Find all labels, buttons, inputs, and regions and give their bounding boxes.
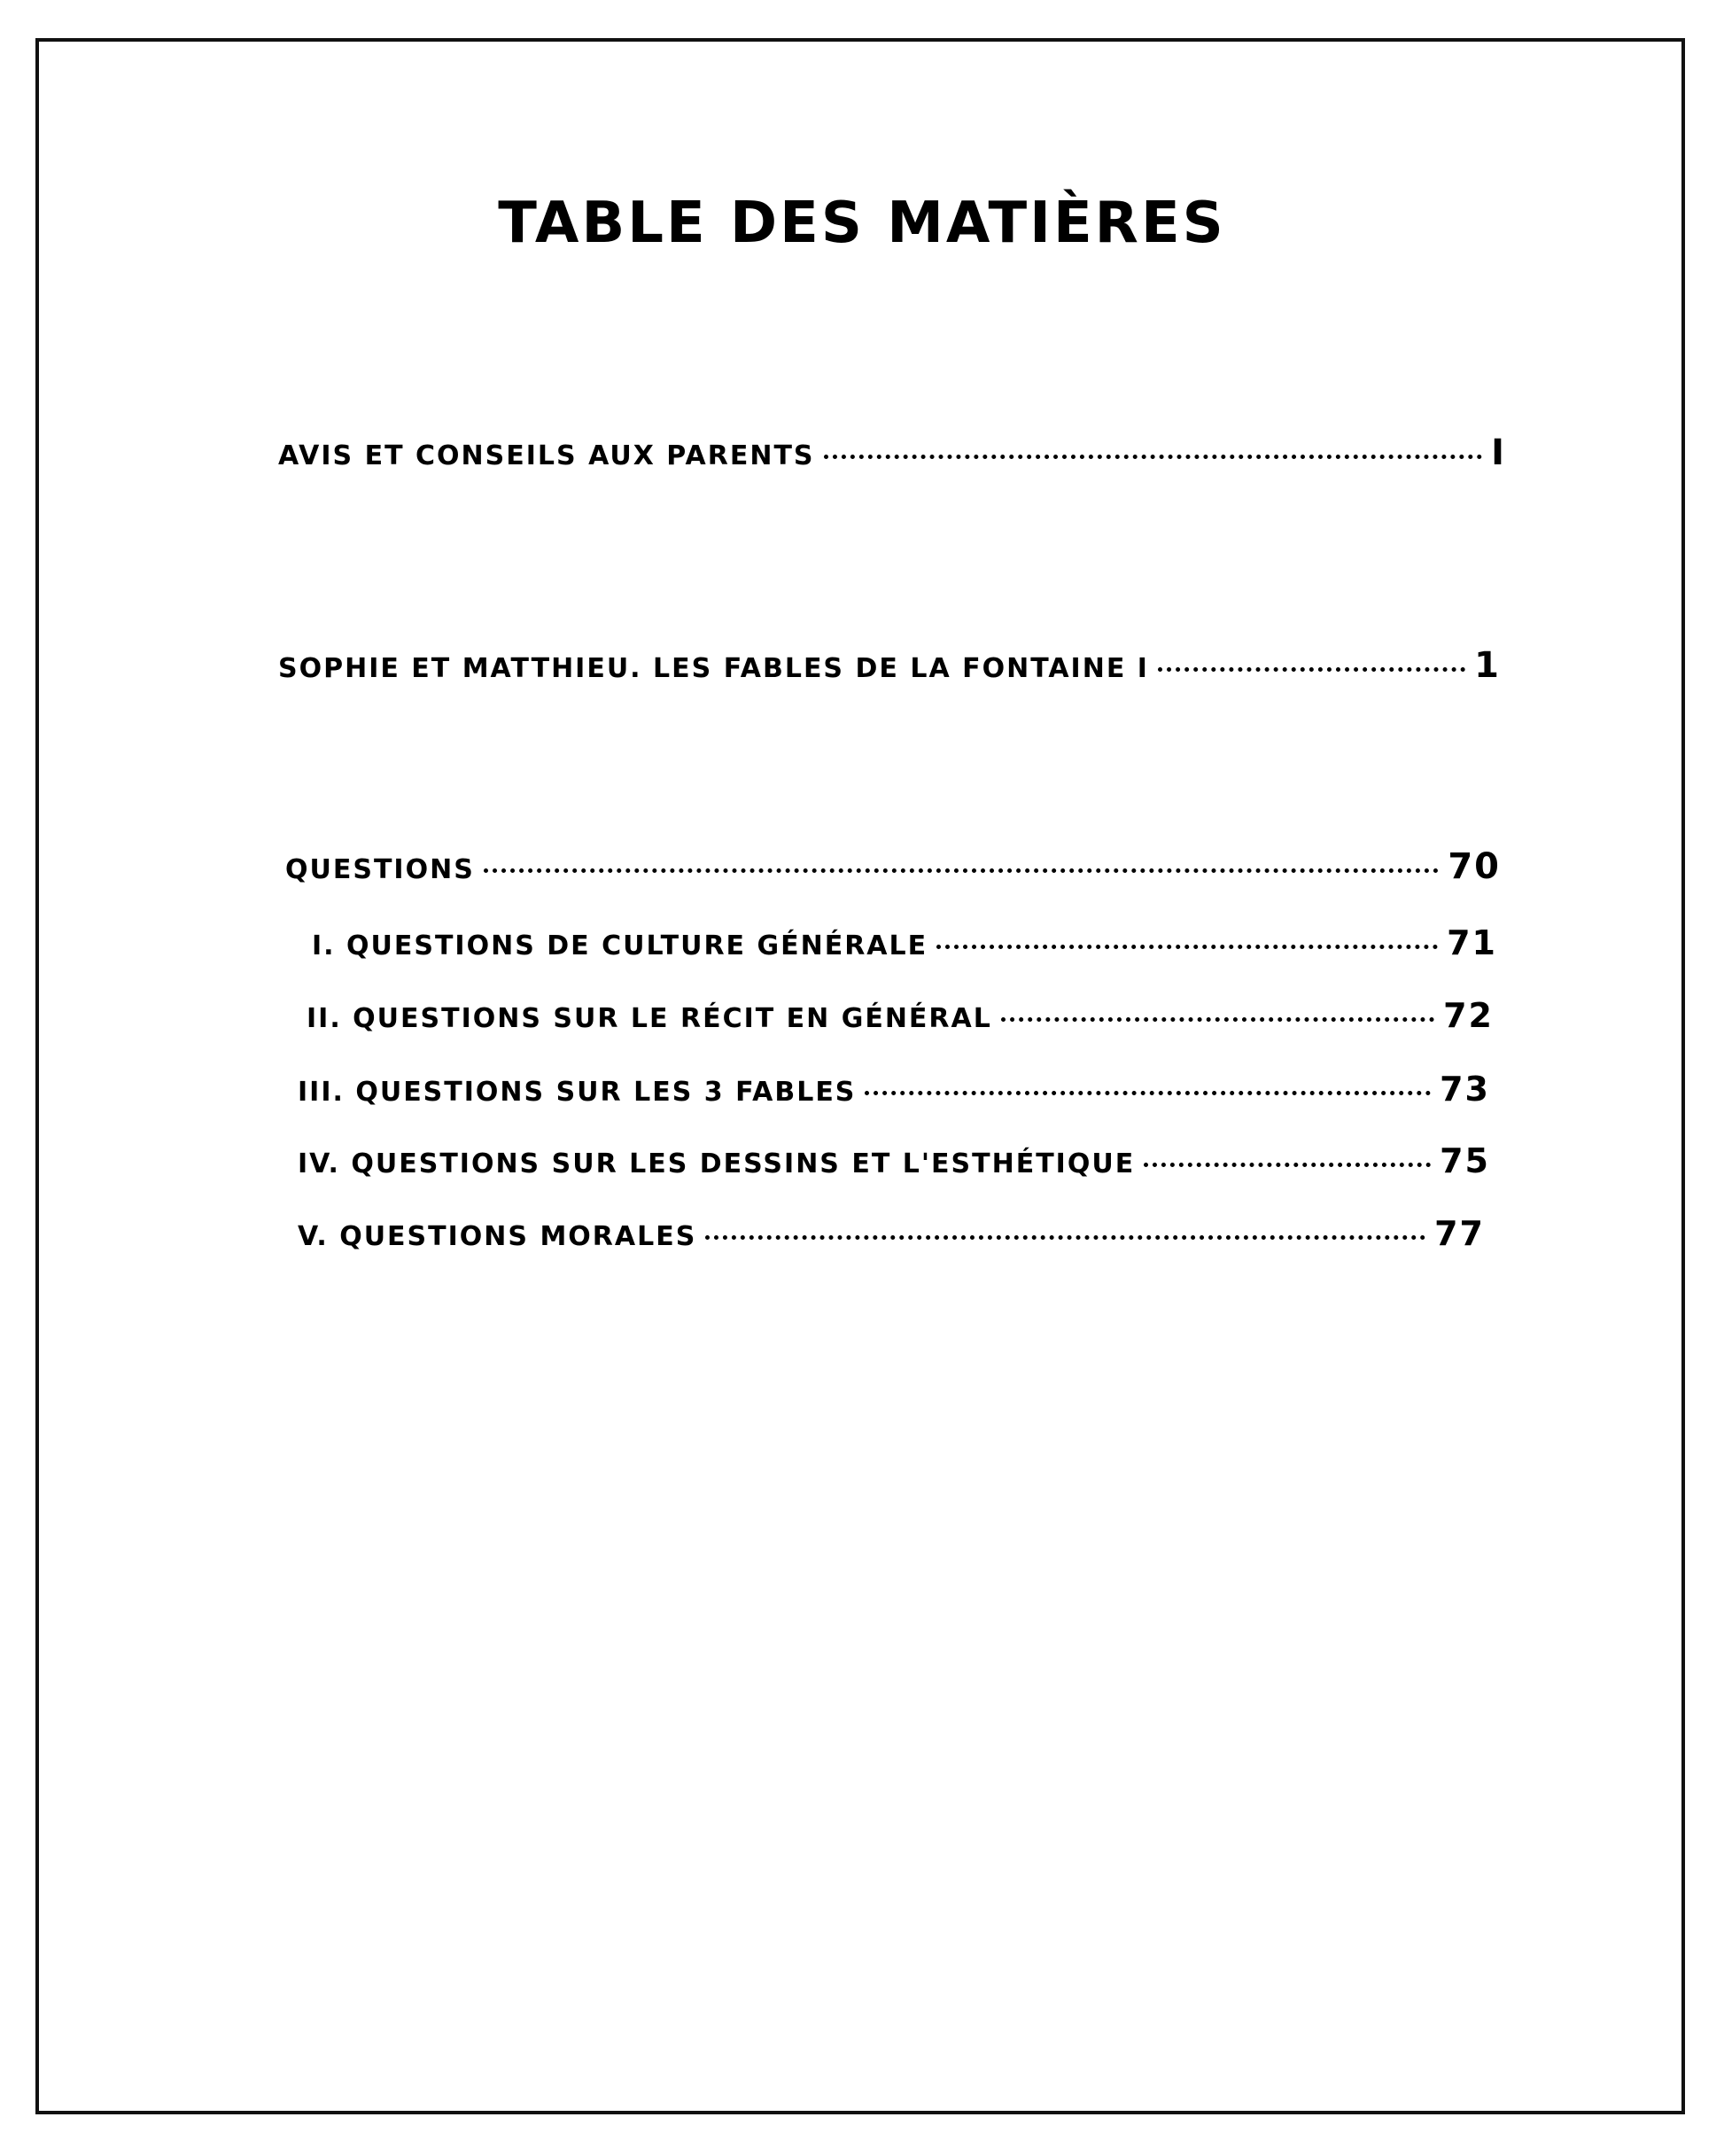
toc-subentry-label: I. QUESTIONS DE CULTURE GÉNÉRALE [312,930,928,961]
dot-leader [1158,667,1465,672]
toc-subentry-page: 77 [1434,1214,1485,1253]
toc-entry-sophie-matthieu[interactable] [278,645,1501,686]
toc-entry-questions[interactable] [285,846,1501,887]
toc-entry-page: 1 [1474,645,1501,686]
toc-entry-label: SOPHIE ET MATTHIEU. LES FABLES DE LA FONTAINE I [278,653,1149,684]
dot-leader [936,945,1438,949]
toc-subentry-label: III. QUESTIONS SUR LES 3 FABLES [298,1077,857,1108]
toc-entry-label: AVIS ET CONSEILS AUX PARENTS [278,440,815,471]
toc-entry-page: 70 [1448,846,1501,887]
toc-entry-avis[interactable] [278,432,1506,473]
toc-subentry-1[interactable] [312,923,1497,962]
toc-subentry-page: 73 [1440,1070,1490,1109]
toc-subentry-2[interactable] [307,996,1494,1035]
toc-subentry-label: II. QUESTIONS SUR LE RÉCIT EN GÉNÉRAL [307,1003,992,1034]
toc-subentry-3[interactable] [298,1070,1490,1109]
toc-subentry-page: 75 [1440,1141,1490,1180]
dot-leader [1001,1017,1434,1022]
toc-entry-page: I [1491,432,1506,473]
dot-leader [1144,1163,1431,1167]
toc-subentry-4[interactable] [298,1141,1490,1180]
toc-subentry-page: 71 [1447,923,1497,962]
toc-entry-label: QUESTIONS [285,854,475,885]
page-title: TABLE DES MATIÈRES [498,191,1226,256]
dot-leader [865,1091,1431,1095]
toc-subentry-5[interactable] [298,1214,1485,1253]
toc-subentry-label: V. QUESTIONS MORALES [298,1221,697,1252]
dot-leader [484,868,1440,873]
dot-leader [705,1235,1425,1240]
toc-subentry-page: 72 [1443,996,1494,1035]
dot-leader [824,455,1483,459]
toc-subentry-label: IV. QUESTIONS SUR LES DESSINS ET L'ESTHÉTIQUE [298,1148,1136,1179]
